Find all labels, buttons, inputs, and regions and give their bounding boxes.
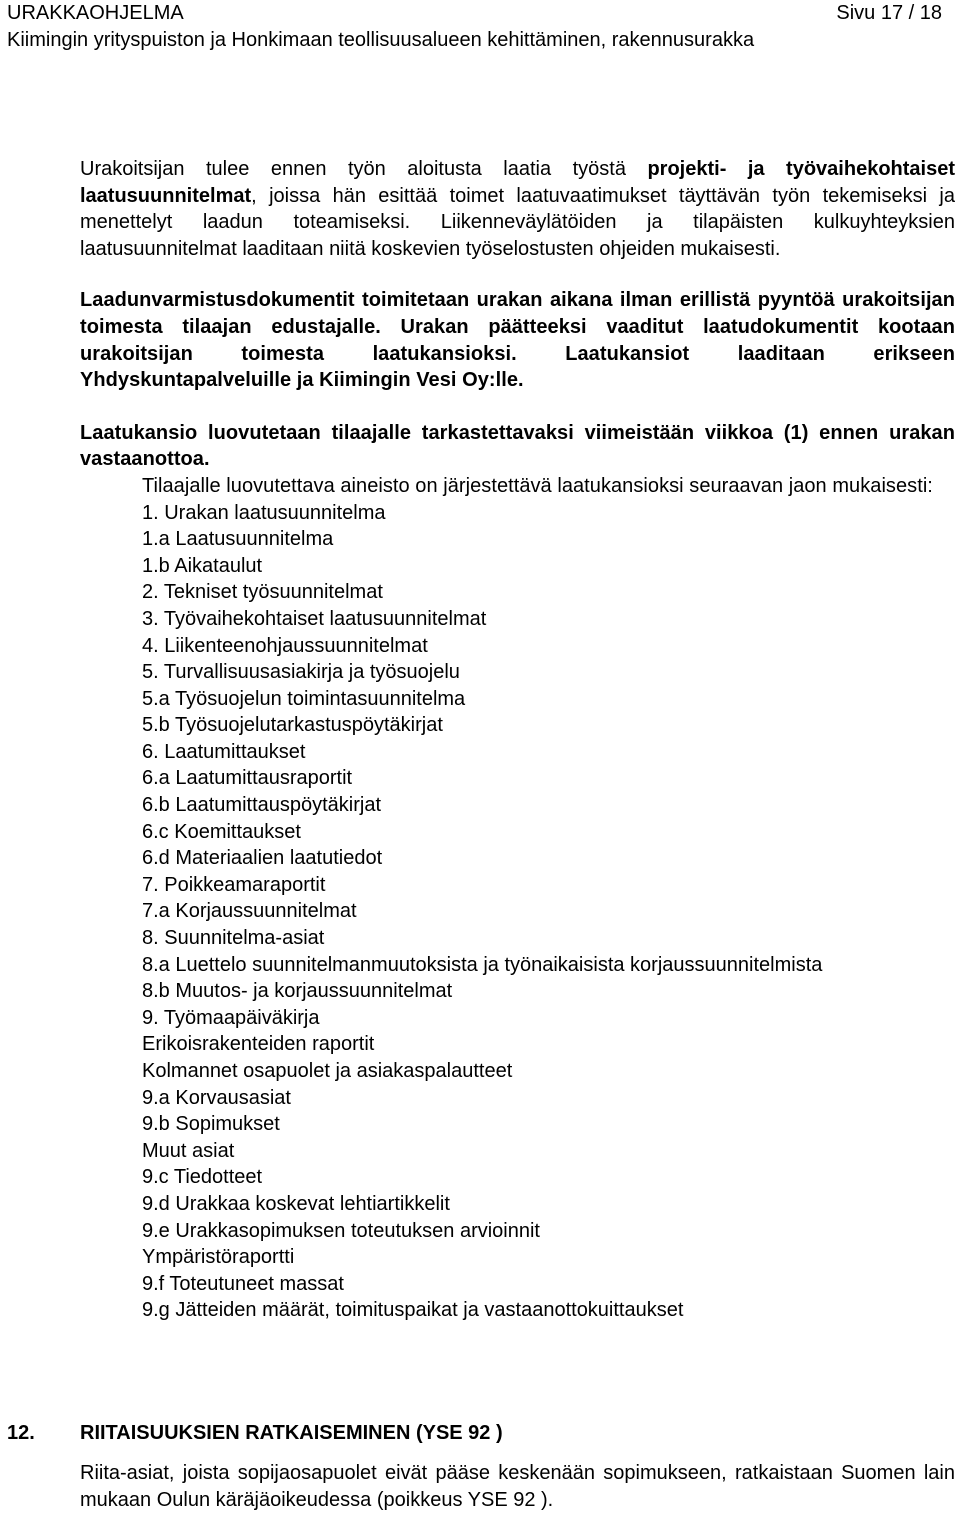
list-item: 6.b Laatumittauspöytäkirjat: [142, 794, 382, 817]
list-item: 9.e Urakkasopimuksen toteutuksen arvioinnit: [142, 1219, 540, 1242]
list-item: 9.d Urakkaa koskevat lehtiartikkelit: [142, 1192, 450, 1215]
list-item: 4. Liikenteenohjaussuunnitelmat: [142, 634, 428, 657]
list-item: 9.b Sopimukset: [142, 1113, 280, 1136]
list-item: 9.g Jätteiden määrät, toimituspaikat ja vastaanottokuittaukset: [142, 1299, 684, 1322]
list-item: 5. Turvallisuusasiakirja ja työsuojelu: [142, 661, 460, 684]
page-header: [7, 0, 942, 54]
document-title: URAKKAOHJELMA: [7, 2, 184, 24]
header-row: [7, 0, 942, 27]
para1-text-end: , joissa hän esittää toimet laatuvaatimukset täyttävän työn tekemiseksi ja menettelyt laadun toteamiseksi. Liikenneväylätöiden ja tilapäisten kulkuyhteyksien laatusuunnitelmat laaditaan niitä koskevien työselostusten ohjeiden mukaisesti.: [80, 184, 955, 260]
para1-bold-text: projekti- ja työvaihekohtaiset laatusuunnitelmat: [80, 158, 955, 207]
document-subtitle: Kiimingin yrityspuiston ja Honkimaan teollisuusalueen kehittäminen, rakennusurakka: [7, 29, 755, 51]
section-heading: [7, 1420, 955, 1447]
list-item: 1. Urakan laatusuunnitelma: [142, 501, 386, 524]
list-item: 9.f Toteutuneet massat: [142, 1272, 344, 1295]
paragraph-quality-documents: Laadunvarmistusdokumentit toimitetaan urakan aikana ilman erillistä pyyntöä urakoitsijan toimesta tilaajan edustajalle. Urakan päätteeksi vaaditut laatudokumentit kootaan urakoitsijan toimesta laatukansioksi. Laatukansiot laaditaan erikseen Yhdyskuntapalveluille ja Kiimingin Vesi Oy:lle.: [80, 289, 955, 392]
list-item: 8.b Muutos- ja korjaussuunnitelmat: [142, 980, 453, 1003]
list-item: 8.a Luettelo suunnitelmanmuutoksista ja työnaikaisista korjaussuunnitelmista: [142, 953, 823, 976]
list-item: 7.a Korjaussuunnitelmat: [142, 900, 357, 923]
section-number: 12.: [7, 1422, 35, 1444]
list-item: Muut asiat: [142, 1139, 235, 1162]
section-title: RIITAISUUKSIEN RATKAISEMINEN (YSE 92 ): [80, 1422, 503, 1444]
list-item: 8. Suunnitelma-asiat: [142, 927, 325, 950]
list-item: Erikoisrakenteiden raportit: [142, 1033, 375, 1056]
quality-folder-intro: Tilaajalle luovutettava aineisto on järjestettävä laatukansioksi seuraavan jaon mukaisesti:: [142, 474, 933, 497]
para1-text-start: Urakoitsijan tulee ennen työn aloitusta laatia työstä: [80, 158, 648, 180]
list-item: Ympäristöraportti: [142, 1246, 295, 1269]
list-item: Kolmannet osapuolet ja asiakaspalautteet: [142, 1060, 513, 1082]
quality-folder-list: [80, 500, 955, 1324]
list-item: 5.a Työsuojelun toimintasuunnitelma: [142, 687, 466, 710]
list-item: 1.a Laatusuunnitelma: [142, 528, 334, 551]
page-number: Sivu 17 / 18: [836, 2, 942, 24]
section-paragraph: Riita-asiat, joista sopijaosapuolet eivät pääse keskenään sopimukseen, ratkaistaan Suomen lain mukaan Oulun käräjäoikeudessa (poikkeus YSE 92 ).: [80, 1462, 955, 1511]
paragraph-quality-plans: [80, 156, 955, 262]
list-item: 9.a Korvausasiat: [142, 1086, 291, 1109]
list-item: 9. Työmaapäiväkirja: [142, 1006, 320, 1029]
list-item: 2. Tekniset työsuunnitelmat: [142, 581, 383, 604]
list-item: 7. Poikkeamaraportit: [142, 873, 326, 896]
quality-folder-deadline: Laatukansio luovutetaan tilaajalle tarkastettavaksi viimeistään viikkoa (1) ennen urakan vastaanottoa.: [80, 421, 955, 471]
document-body: [80, 156, 955, 1324]
list-item: 5.b Työsuojelutarkastuspöytäkirjat: [142, 714, 443, 737]
list-item: 1.b Aikataulut: [142, 554, 263, 577]
list-item: 9.c Tiedotteet: [142, 1166, 263, 1189]
list-item: 6.d Materiaalien laatutiedot: [142, 847, 383, 870]
list-item: 6. Laatumittaukset: [142, 740, 306, 763]
list-item: 6.a Laatumittausraportit: [142, 767, 353, 790]
list-item: 3. Työvaihekohtaiset laatusuunnitelmat: [142, 607, 487, 630]
list-item: 6.c Koemittaukset: [142, 820, 301, 843]
paragraph-quality-folder: [80, 420, 955, 500]
